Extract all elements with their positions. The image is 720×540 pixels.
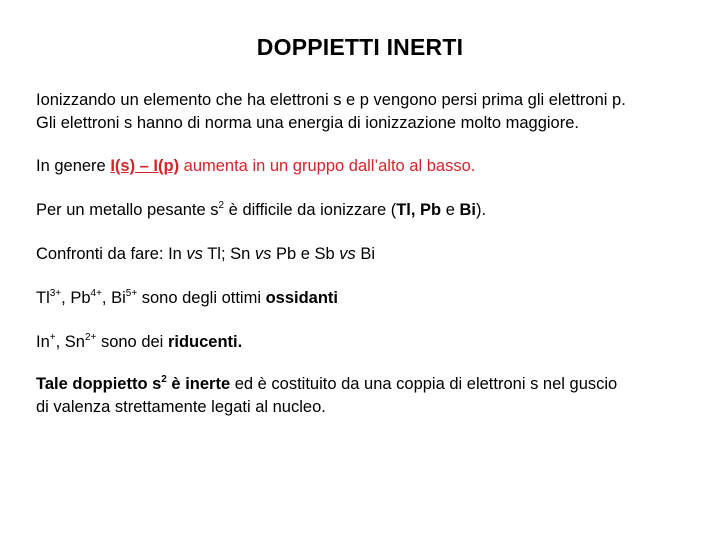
text-span: Tl; Sn — [202, 245, 255, 263]
element-names: Tl, Pb — [396, 201, 442, 219]
inert-pair-label: Tale doppietto s — [36, 375, 162, 393]
text-span: , Sn — [55, 333, 85, 351]
paragraph-heavy-metal — [36, 199, 696, 222]
text-span: Tl — [36, 289, 50, 307]
trend-text: aumenta in un gruppo dall’alto al basso. — [179, 157, 476, 175]
superscript: 5+ — [125, 288, 138, 299]
paragraph-ionization — [36, 89, 696, 135]
superscript: 2+ — [84, 332, 97, 343]
superscript: 4+ — [90, 288, 102, 299]
inert-pair-label: è inerte — [166, 375, 231, 393]
vs-italic: vs — [339, 245, 356, 263]
paragraph-comparisons — [36, 243, 696, 266]
text-span: Per un metallo pesante s — [36, 201, 219, 219]
text-span: è difficile da ionizzare ( — [224, 201, 397, 219]
text-span: e — [441, 201, 460, 219]
paragraph-inert-pair — [36, 373, 696, 419]
text-span: Bi — [355, 245, 376, 263]
superscript: + — [49, 332, 56, 343]
superscript: 2 — [218, 200, 225, 211]
oxidants-label: ossidanti — [265, 289, 339, 307]
text-span: , Bi — [101, 289, 126, 307]
text-span: In — [36, 333, 50, 351]
text-span: In genere — [36, 157, 111, 175]
ionization-difference: I(s) – I(p) — [110, 157, 180, 175]
paragraph-line: Gli elettroni s hanno di norma una energia di ionizzazione molto maggiore. — [36, 114, 579, 132]
text-span: sono degli ottimi — [137, 289, 266, 307]
slide-title: DOPPIETTI INERTI — [256, 34, 464, 60]
vs-italic: vs — [186, 245, 203, 263]
paragraph-reductants — [36, 331, 696, 354]
paragraph-line: di valenza strettamente legati al nucleo. — [36, 398, 326, 416]
paragraph-trend — [36, 155, 696, 178]
paragraph-line: Ionizzando un elemento che ha elettroni s e p vengono persi prima gli elettroni p. — [36, 91, 626, 109]
paragraph-oxidants — [36, 287, 696, 310]
text-span: ). — [476, 201, 487, 219]
superscript: 2 — [161, 374, 167, 385]
paragraph-line — [36, 373, 696, 396]
reductants-label: riducenti. — [167, 333, 243, 351]
text-span: Pb e Sb — [271, 245, 340, 263]
element-bi: Bi — [459, 201, 476, 219]
superscript: 3+ — [49, 288, 62, 299]
text-span: ed è costituito da una coppia di elettroni s nel guscio — [230, 375, 618, 393]
text-span: , Pb — [61, 289, 91, 307]
text-span: Confronti da fare: In — [36, 245, 187, 263]
text-span: sono dei — [96, 333, 168, 351]
vs-italic: vs — [254, 245, 272, 263]
